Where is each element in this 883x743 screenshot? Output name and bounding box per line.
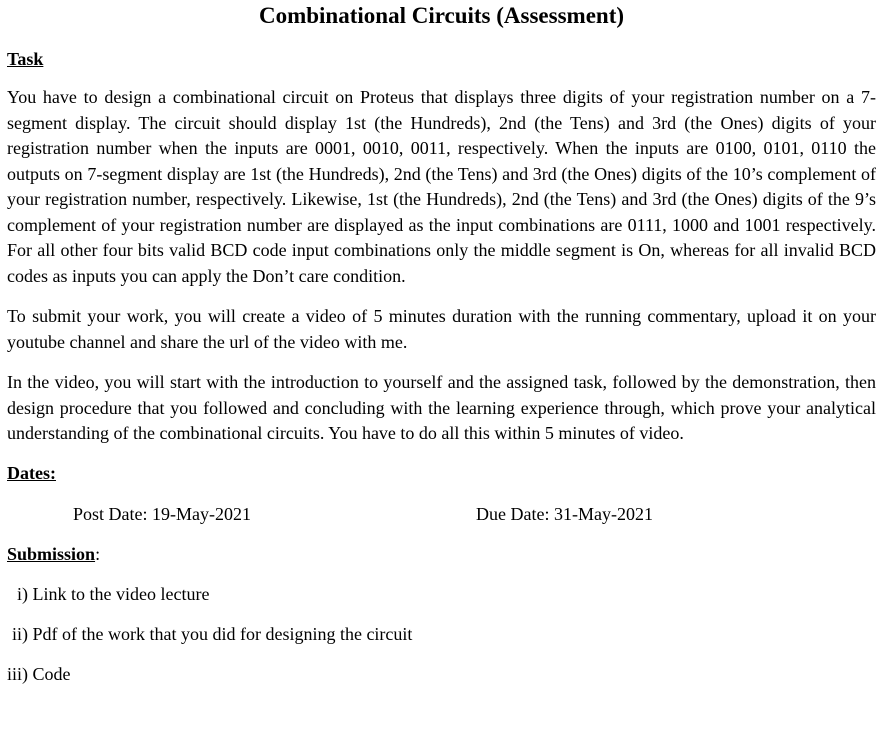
due-date: Due Date: 31-May-2021 bbox=[476, 503, 653, 524]
dates-row bbox=[7, 503, 876, 525]
dates-heading: Dates: bbox=[7, 462, 56, 483]
task-paragraph-description: You have to design a combinational circuit on Proteus that displays three digits of your registration number on a 7-segment display. The circuit should display 1st (the Hundreds), 2nd (the Tens) and 3rd (the Ones) digits of your registration number when the inputs are 0001, 0010, 0011, respectively. When the inputs are 0100, 0101, 0110 the outputs on 7-segment display are 1st (the Hundreds), 2nd (the Tens) and 3rd (the Ones) digits of the 10’s complement of your registration number, respectively. Likewise, 1st (the Hundreds), 2nd (the Tens) and 3rd (the Ones) digits of the 9’s complement of your registration number are displayed as the input combinations are 0111, 1000 and 1001 respectively. For all other four bits valid BCD code input combinations only the middle segment is On, whereas for all invalid BCD codes as inputs you can apply the Don’t care condition. bbox=[7, 87, 876, 286]
post-date: Post Date: 19-May-2021 bbox=[73, 503, 251, 524]
task-paragraph-video: In the video, you will start with the introduction to yourself and the assigned task, followed by the demonstration, then design procedure that you followed and concluding with the learning experience through, which prove your analytical understanding of the combinational circuits. You have to do all this within 5 minutes of video. bbox=[7, 372, 876, 443]
document-title: Combinational Circuits (Assessment) bbox=[258, 3, 625, 28]
submission-item-pdf: ii) Pdf of the work that you did for designing the circuit bbox=[12, 623, 413, 644]
submission-heading-colon: : bbox=[95, 543, 101, 564]
submission-item-code: iii) Code bbox=[7, 663, 71, 684]
task-heading: Task bbox=[7, 49, 44, 69]
task-paragraph-submission: To submit your work, you will create a video of 5 minutes duration with the running commentary, upload it on your youtube channel and share the url of the video with me. bbox=[7, 306, 876, 352]
submission-heading-label: Submission bbox=[7, 543, 96, 564]
submission-item-video-link: i) Link to the video lecture bbox=[17, 583, 210, 604]
submission-heading bbox=[7, 543, 876, 565]
